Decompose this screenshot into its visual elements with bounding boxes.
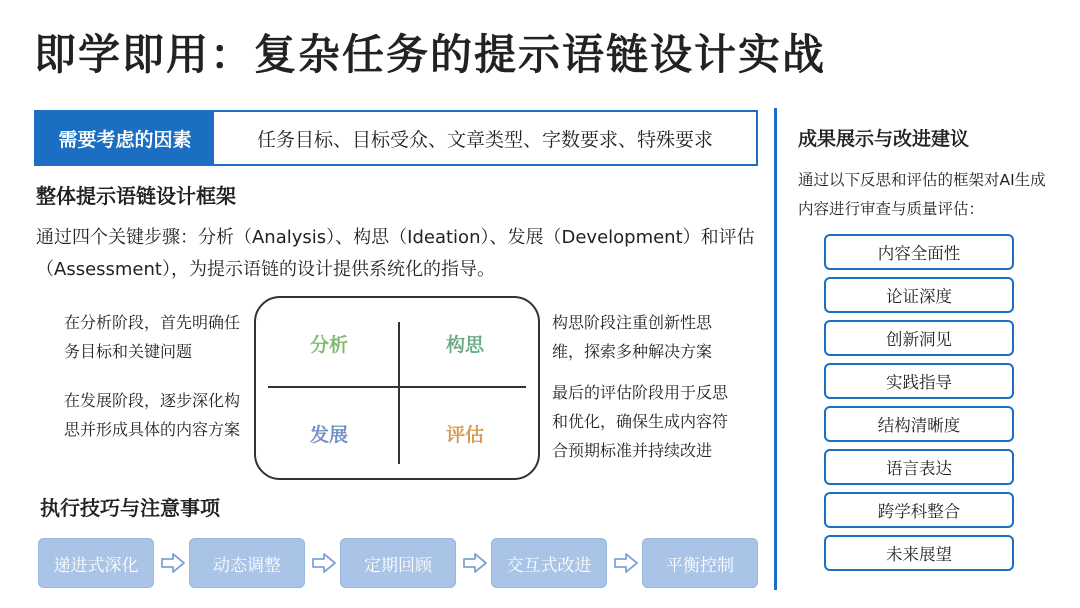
page-title: 即学即用：复杂任务的提示语链设计实战 — [34, 30, 827, 79]
section-divider — [774, 108, 777, 590]
framework-description: 通过四个关键步骤：分析（Analysis）、构思（Ideation）、发展（Development）和评估（Assessment），为提示语链的设计提供系统化的指导。 — [36, 227, 755, 280]
tip-step-5: 平衡控制 — [642, 538, 758, 588]
factors-label: 需要考虑的因素 — [36, 112, 214, 164]
arrow-right-outline-icon — [462, 552, 488, 574]
results-item: 创新洞见 — [824, 320, 1014, 356]
matrix-cell-analysis: 分析 — [310, 334, 349, 356]
results-item: 内容全面性 — [824, 234, 1014, 270]
results-item: 实践指导 — [824, 363, 1014, 399]
framework-heading: 整体提示语链设计框架 — [36, 184, 236, 208]
results-item: 跨学科整合 — [824, 492, 1014, 528]
tip-step-3: 定期回顾 — [340, 538, 456, 588]
matrix-cell-assessment: 评估 — [446, 424, 485, 446]
matrix-cell-ideation: 构思 — [446, 334, 485, 356]
tip-step-4: 交互式改进 — [491, 538, 607, 588]
results-description: 通过以下反思和评估的框架对AI生成内容进行审查与质量评估： — [798, 171, 1046, 218]
tip-step-2: 动态调整 — [189, 538, 305, 588]
note-analysis: 在分析阶段，首先明确任务目标和关键问题 — [64, 313, 241, 361]
arrow-right-outline-icon — [613, 552, 639, 574]
factors-bar — [34, 110, 758, 166]
results-item: 论证深度 — [824, 277, 1014, 313]
matrix-vertical-divider — [398, 322, 400, 464]
factors-value: 任务目标、目标受众、文章类型、字数要求、特殊要求 — [256, 128, 713, 151]
note-ideation: 构思阶段注重创新性思维，探索多种解决方案 — [552, 313, 713, 361]
results-item: 未来展望 — [824, 535, 1014, 571]
note-development: 在发展阶段，逐步深化构思并形成具体的内容方案 — [64, 391, 241, 439]
results-item: 语言表达 — [824, 449, 1014, 485]
matrix-cell-development: 发展 — [310, 424, 349, 446]
note-assessment: 最后的评估阶段用于反思和优化，确保生成内容符合预期标准并持续改进 — [552, 383, 729, 460]
results-heading: 成果展示与改进建议 — [798, 128, 970, 150]
tip-step-1: 递进式深化 — [38, 538, 154, 588]
results-item: 结构清晰度 — [824, 406, 1014, 442]
matrix-horizontal-divider — [268, 386, 526, 388]
arrow-right-outline-icon — [160, 552, 186, 574]
arrow-right-outline-icon — [311, 552, 337, 574]
tips-heading: 执行技巧与注意事项 — [40, 496, 220, 520]
framework-matrix — [254, 296, 540, 480]
